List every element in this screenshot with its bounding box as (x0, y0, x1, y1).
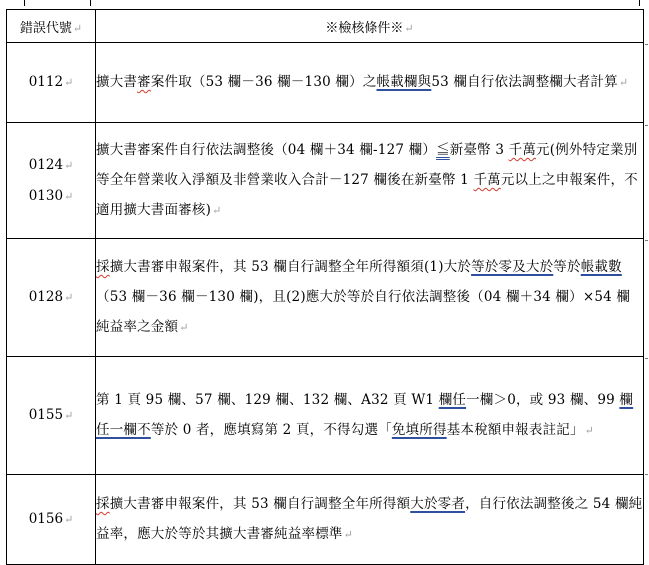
condition-text: 基本稅額申報表註記」 (446, 422, 584, 438)
error-code-cell: 0155↵ (7, 357, 96, 475)
condition-text: 元以上之申報案件，不適用擴大書面審核) (96, 172, 638, 218)
condition-text: 欄任 (438, 392, 467, 408)
condition-text: 元(例外特定業別等全年營業收入淨額及非營業收入合計－127 欄後在新臺幣 1 (96, 142, 638, 188)
condition-text: 欄任一欄不 (96, 392, 634, 438)
error-code-cell: 0128↵ (7, 239, 96, 357)
error-code: 0155 (28, 407, 64, 423)
condition-text: 擴大書審案件自行依法調整後（04 欄＋34 欄-127 欄） (96, 142, 437, 158)
error-code: 0124 (28, 156, 64, 173)
error-code-cell: 0124↵ 0130↵ (7, 123, 96, 239)
top-ruler-strip (0, 0, 649, 6)
condition-text: 等於 0 者，應填寫第 2 頁，不得勾選「 (150, 422, 392, 438)
condition-text: 採 (96, 259, 110, 275)
header-error-code: 錯誤代號↵ (7, 10, 96, 43)
condition-text: 等於零及大於 (471, 259, 554, 275)
check-condition-cell: 擴大書審案件自行依法調整後（04 欄＋34 欄-127 欄）≦新臺幣 3 千萬元(例外特定業別等全年營業收入淨額及非營業收入合計－127 欄後在新臺幣 1 千萬元以上之申報案件，不適用擴大書面審核)↵ (96, 123, 644, 239)
condition-text: 千萬 (508, 142, 537, 158)
condition-text: 新臺幣 3 (449, 142, 509, 158)
condition-text: 53 欄自行依法調整欄大者計算 (431, 74, 618, 90)
condition-text: 擴大書 (96, 74, 138, 90)
condition-text: 免填所得 (391, 422, 447, 438)
condition-text: 千萬 (473, 172, 501, 188)
condition-text: 擴大書審申報案件，其 53 欄自行調整全年所得額 (109, 496, 411, 512)
table-row (7, 357, 644, 475)
condition-text: 一欄＞0，或 93 欄、99 (466, 392, 620, 408)
condition-text: 擴大書審申報案件，其 53 欄自行調整全年所得額須(1)大於 (109, 259, 472, 275)
check-condition-cell: 採擴大書審申報案件，其 53 欄自行調整全年所得額大於零者，自行依法調整後之 54 欄純益率，應大於等於其擴大書審純益率標準↵ (96, 475, 644, 565)
condition-text: 第 1 頁 95 欄、57 欄、129 欄、132 欄、A32 頁 W1 (96, 392, 439, 408)
condition-text: 採 (96, 496, 110, 512)
condition-text: ，自行依法調整後之 54 欄純益率，應大於等於其擴大書審純益率標準 (96, 496, 643, 542)
error-code-cell: 0112↵ (7, 43, 96, 123)
condition-text: ≦ (436, 142, 450, 158)
table-row (7, 43, 644, 123)
condition-text: 案件取（53 欄－36 欄－130 欄）之 (150, 74, 377, 90)
condition-text: （53 欄－36 欄－130 欄)，且(2)應大於等於自行依法調整後（04 欄＋34 欄）×54 欄純益率之金額 (96, 289, 631, 335)
error-code: 0156 (28, 511, 64, 527)
header-check-condition: ※檢核條件※↵ (96, 10, 644, 43)
check-condition-cell: 擴大書審案件取（53 欄－36 欄－130 欄）之帳載欄與53 欄自行依法調整欄大者計算↵ (96, 43, 644, 123)
error-code-cell: 0156↵ (7, 475, 96, 565)
error-code: 0112 (28, 74, 64, 90)
error-code-table (6, 9, 644, 565)
condition-text: 帳載欄與 (376, 74, 432, 90)
condition-text: 審 (137, 74, 151, 90)
right-margin-marks (644, 0, 649, 551)
condition-text: 帳載數 (580, 259, 622, 275)
table-row (7, 239, 644, 357)
table-row (7, 475, 644, 565)
error-code: 0128 (28, 289, 64, 305)
error-code: 0130 (28, 187, 64, 204)
table-row (7, 123, 644, 239)
condition-text: 大於零者 (410, 496, 466, 512)
check-condition-cell: 採擴大書審申報案件，其 53 欄自行調整全年所得額須(1)大於等於零及大於等於帳載數（53 欄－36 欄－130 欄)，且(2)應大於等於自行依法調整後（04 欄＋34 欄）×54 欄純益率之金額↵ (96, 239, 644, 357)
check-condition-cell: 第 1 頁 95 欄、57 欄、129 欄、132 欄、A32 頁 W1 欄任一欄＞0，或 93 欄、99 欄任一欄不等於 0 者，應填寫第 2 頁，不得勾選「免填所得基本稅額申報表註記」↵ (96, 357, 644, 475)
condition-text: 等於 (553, 259, 581, 275)
table-header-row (7, 10, 644, 43)
